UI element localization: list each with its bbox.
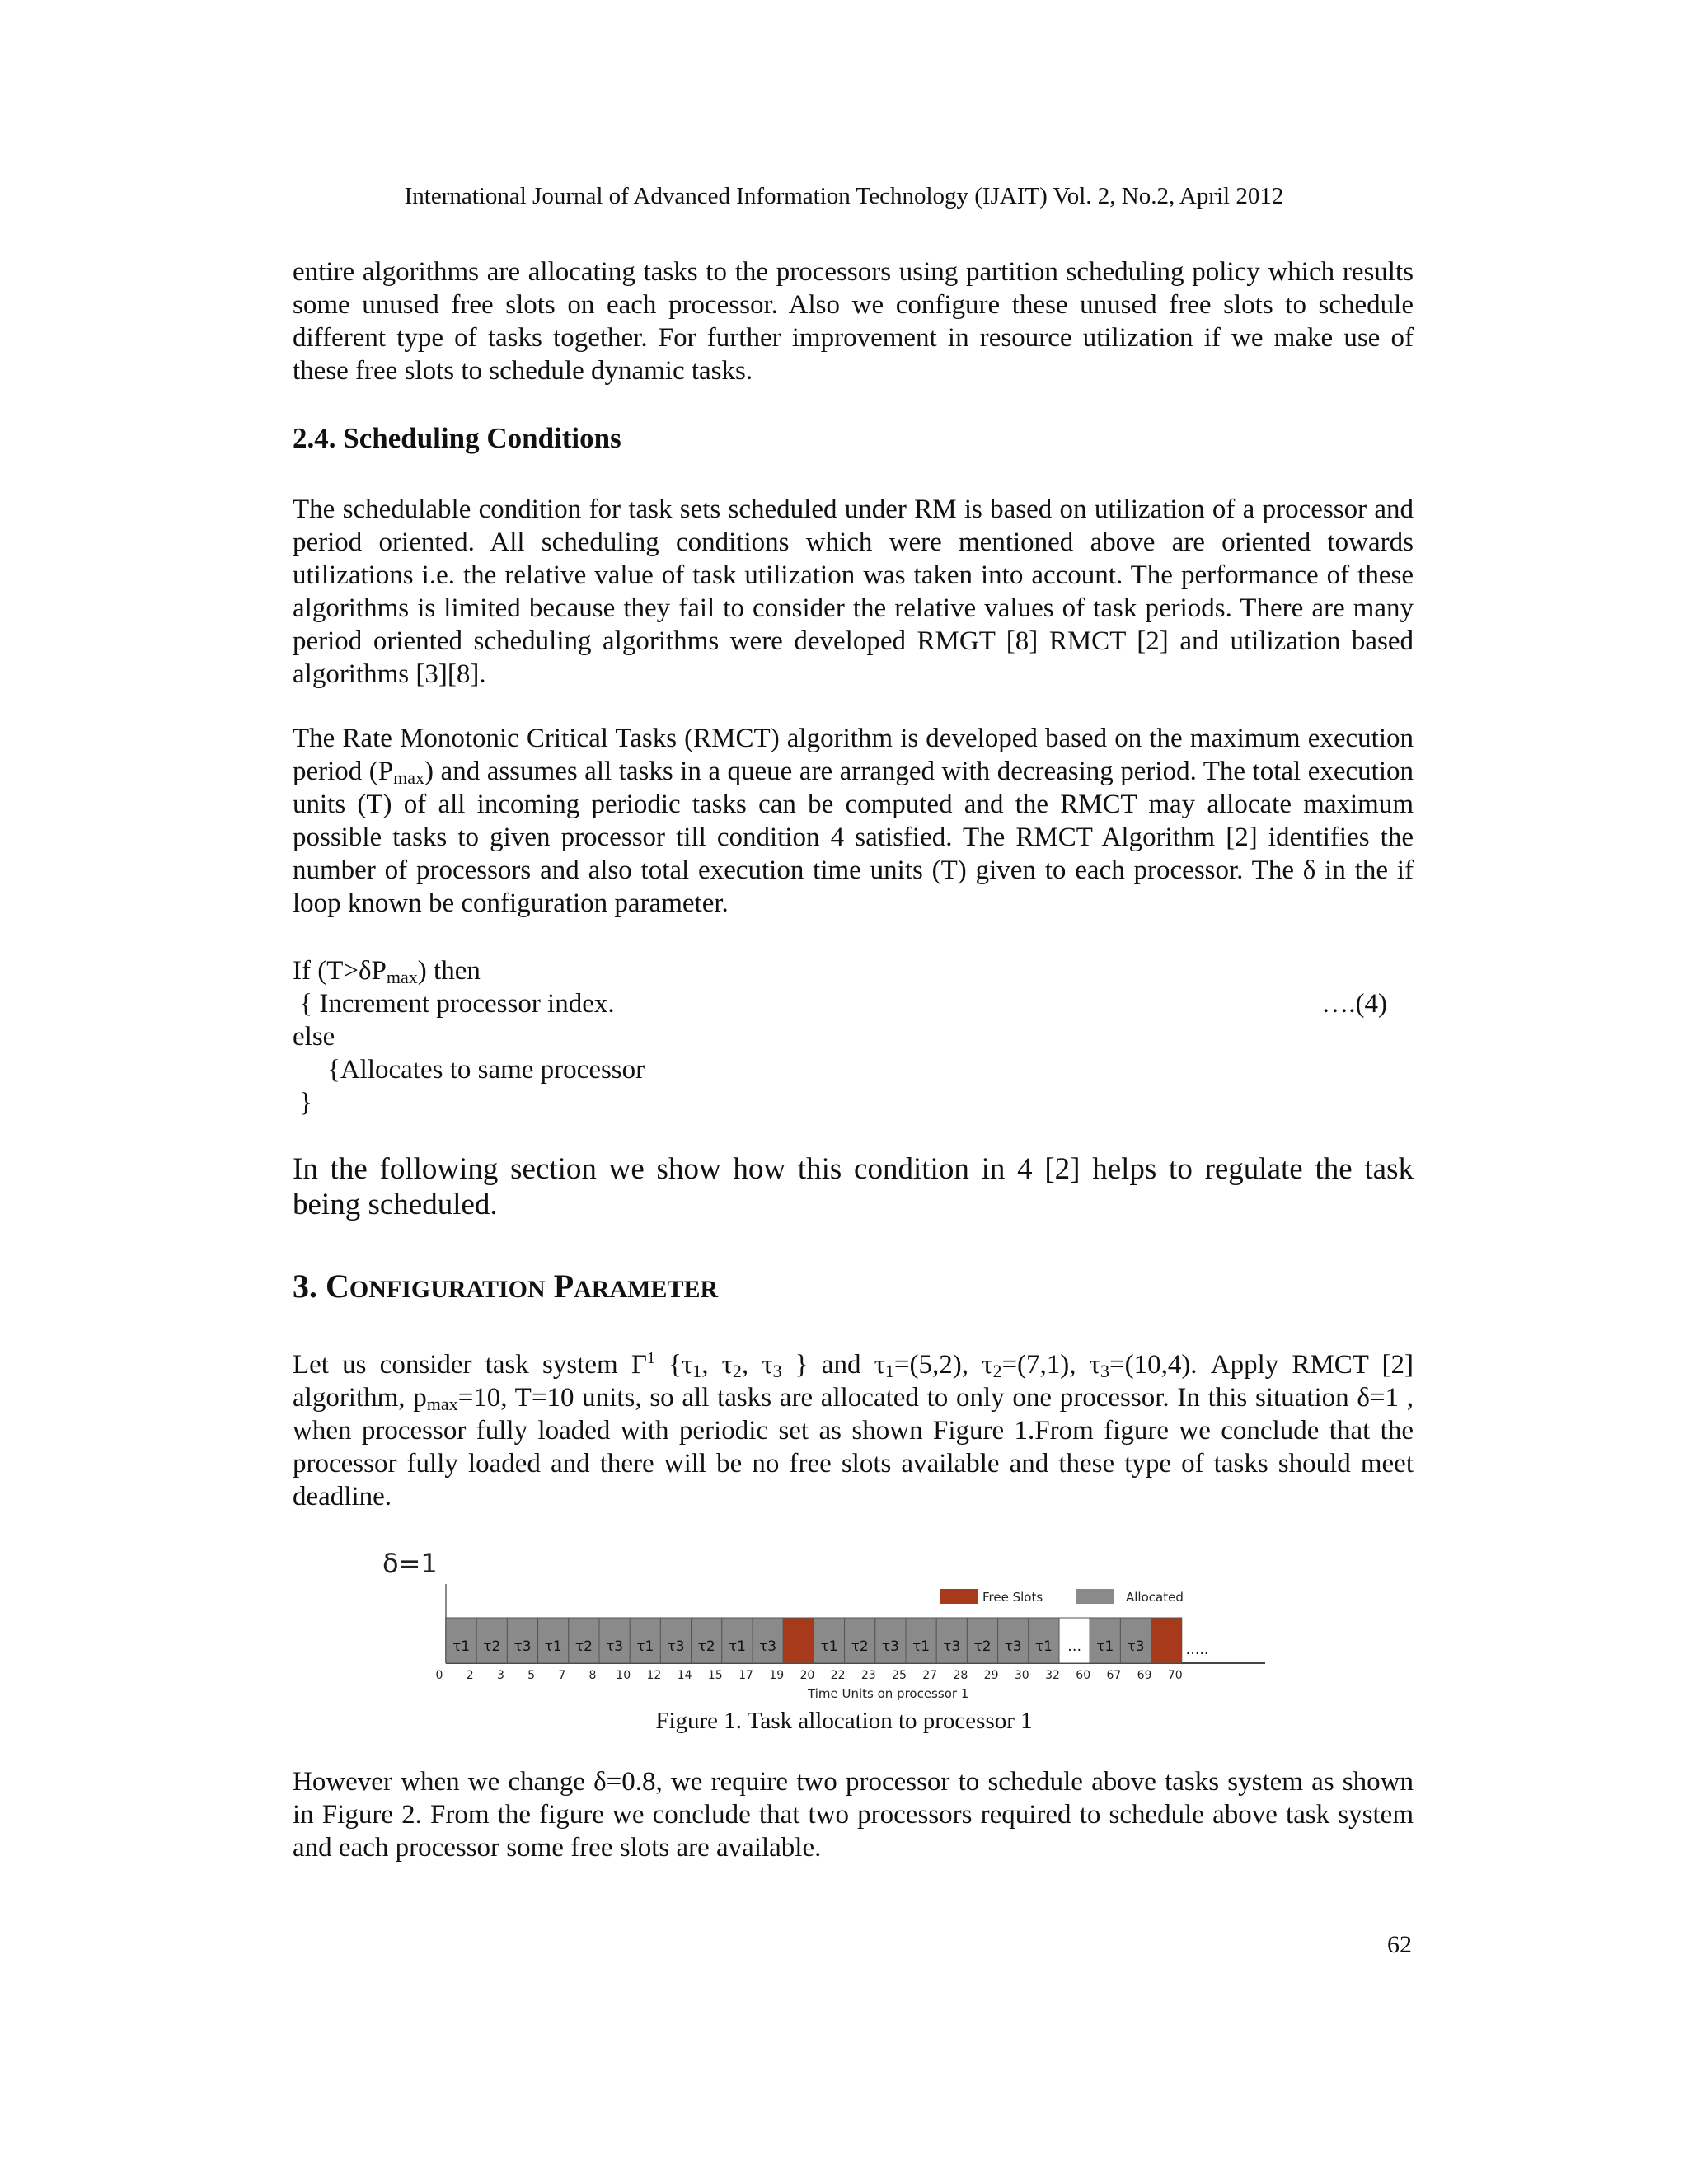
x-axis-title: Time Units on processor 1 xyxy=(808,1686,969,1701)
slot-free xyxy=(783,1618,814,1663)
paragraph-rmct: The Rate Monotonic Critical Tasks (RMCT) algorithm is developed based on the maximum execution period $(P_{max})$ and assumes all tasks in a queue are arranged with decreasing period. The total execution units (T) of all incoming periodic tasks can be computed and the RMCT may allocate maximum possible tasks to given processor till condition 4 satisfied. The RMCT Algorithm [2] identifies the number of processors and also total execution time units (T) given to each processor. The δ in the if loop known be configuration parameter. xyxy=(293,724,1414,918)
x-tick-label: 32 xyxy=(1045,1669,1060,1682)
slot-label: τ2 xyxy=(973,1638,992,1655)
slot-label: τ1 xyxy=(1034,1638,1053,1655)
paragraph-task-system: Let us consider task system $\Gamma^1$ {$\tau_1$, $\tau_2$, $\tau_3$ } and $\tau_1=(5,2)$, $\tau_2=(7,1)$, $\tau_3=(10,4)$. Apply RMCT [2] algorithm, $p_{max}=10$, T=10 units, so all tasks are allocated to only one processor. In this situation δ=1 , when processor fully loaded with periodic set as shown Figure 1.From figure we conclude that the processor fully loaded and there will be no free slots available and these type of tasks should meet deadline. xyxy=(293,1349,1414,1511)
slot-label: τ3 xyxy=(1127,1638,1145,1655)
x-tick-label: 30 xyxy=(1014,1669,1029,1682)
delta-label: δ=1 xyxy=(382,1548,438,1579)
x-tick-label: 69 xyxy=(1137,1669,1152,1682)
x-tick-label: 3 xyxy=(496,1669,504,1682)
slot-label: τ1 xyxy=(1096,1638,1114,1655)
slot-label: τ1 xyxy=(820,1638,838,1655)
code-line-close: } xyxy=(293,1088,313,1118)
running-header: International Journal of Advanced Information Technology (IJAIT) Vol. 2, No.2, April 2012 xyxy=(404,183,1284,209)
x-tick-label: 15 xyxy=(707,1669,723,1682)
paragraph-delta-change: However when we change δ=0.8, we require two processor to schedule above tasks system as shown in Figure 2. From the figure we conclude that two processors required to schedule above task system and each processor some free slots are available. xyxy=(293,1767,1414,1863)
legend-free-label: Free Slots xyxy=(982,1590,1043,1605)
slot-label: τ3 xyxy=(881,1638,899,1655)
x-tick-label: 60 xyxy=(1076,1669,1091,1682)
figure-1-svg xyxy=(379,1541,1286,1706)
x-tick-label: 5 xyxy=(528,1669,536,1682)
slot-label: τ3 xyxy=(943,1638,961,1655)
figure-1-task-allocation xyxy=(379,1541,1286,1710)
x-tick-label: 8 xyxy=(588,1669,597,1682)
x-tick-label: 0 xyxy=(435,1669,443,1682)
slot-label: τ2 xyxy=(851,1638,869,1655)
x-tick-label: 23 xyxy=(860,1669,876,1682)
x-tick-label: 2 xyxy=(466,1669,474,1682)
slot-label: τ3 xyxy=(667,1638,685,1655)
slot-free xyxy=(1151,1618,1182,1663)
x-tick-label: 25 xyxy=(892,1669,907,1682)
section-heading-3: 3. CONFIGURATION PARAMETER xyxy=(293,1268,719,1305)
code-line-else: else xyxy=(293,1022,335,1052)
code-line-increment: { Increment processor index. xyxy=(293,989,615,1019)
slot-label: τ1 xyxy=(452,1638,471,1655)
x-tick-label: 19 xyxy=(769,1669,785,1682)
x-tick-label: 14 xyxy=(677,1669,692,1682)
slot-label: τ3 xyxy=(1004,1638,1022,1655)
slot-label: τ1 xyxy=(912,1638,931,1655)
slot-label: τ3 xyxy=(759,1638,777,1655)
paragraph-scheduling-conditions: The schedulable condition for task sets scheduled under RM is based on utilization of a processor and period oriented. All scheduling conditions which were mentioned above are oriented towards utilizations i.e. the relative value of task utilization was taken into account. The performance of these algorithms is limited because they fail to consider the relative values of task periods. There are many period oriented scheduling algorithms were developed RMGT [8] RMCT [2] and utilization based algorithms [3][8]. xyxy=(293,494,1414,689)
condition-pseudocode xyxy=(293,954,1414,1119)
x-tick-label: 70 xyxy=(1167,1669,1183,1682)
x-tick-label: 7 xyxy=(558,1669,566,1682)
x-tick-label: 22 xyxy=(830,1669,846,1682)
slot-label: τ3 xyxy=(606,1638,624,1655)
equation-number: ….(4) xyxy=(1321,989,1387,1019)
paragraph-following-section: In the following section we show how this condition in 4 [2] helps to regulate the task being scheduled. xyxy=(293,1152,1414,1221)
page-number: 62 xyxy=(1387,1931,1412,1958)
slot-label: τ2 xyxy=(574,1638,593,1655)
x-tick-label: 20 xyxy=(799,1669,815,1682)
slot-label: τ1 xyxy=(636,1638,654,1655)
slot-label: τ3 xyxy=(513,1638,532,1655)
slot-label: ….. xyxy=(1185,1642,1209,1658)
x-tick-label: 67 xyxy=(1106,1669,1122,1682)
x-tick-label: 10 xyxy=(616,1669,631,1682)
figure-caption: Figure 1. Task allocation to processor 1 xyxy=(655,1708,1033,1734)
slot-label: τ1 xyxy=(728,1638,746,1655)
x-tick-label: 17 xyxy=(738,1669,753,1682)
code-line-if: If $(T>\delta P_{max})$ then xyxy=(293,956,481,987)
x-tick-label: 29 xyxy=(983,1669,999,1682)
code-line-allocates: {Allocates to same processor xyxy=(327,1055,645,1085)
legend-allocated-swatch xyxy=(1076,1589,1114,1604)
section-heading-2-4: 2.4. Scheduling Conditions xyxy=(293,422,621,454)
slot-label: … xyxy=(1067,1638,1082,1655)
x-tick-label: 27 xyxy=(922,1669,938,1682)
slot-label: τ1 xyxy=(544,1638,562,1655)
legend-allocated-label: Allocated xyxy=(1126,1590,1184,1605)
paragraph-intro: entire algorithms are allocating tasks to the processors using partition scheduling policy which results some unused free slots on each processor. Also we configure these unused free slots to schedule different type of tasks together. For further improvement in resource utilization if we make use of these free slots to schedule dynamic tasks. xyxy=(293,257,1414,386)
slot-label: τ2 xyxy=(697,1638,715,1655)
legend-free-swatch xyxy=(940,1589,978,1604)
slot-label: τ2 xyxy=(483,1638,501,1655)
x-tick-label: 28 xyxy=(953,1669,968,1682)
x-tick-label: 12 xyxy=(646,1669,662,1682)
